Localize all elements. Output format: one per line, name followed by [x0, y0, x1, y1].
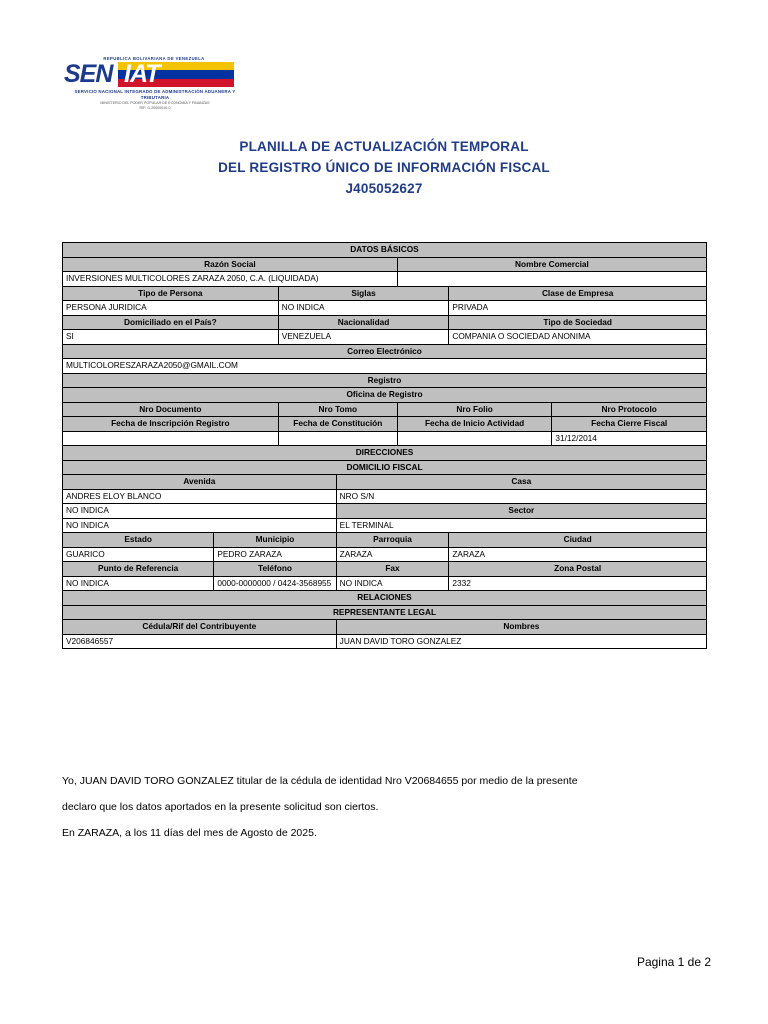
value-fecha-cierre-fiscal: 31/12/2014	[552, 431, 707, 446]
value-estado: GUARICO	[63, 547, 214, 562]
value-tipo-persona: PERSONA JURIDICA	[63, 301, 279, 316]
value-punto-referencia: NO INDICA	[63, 576, 214, 591]
header-zona-postal: Zona Postal	[449, 562, 707, 577]
value-sector: EL TERMINAL	[336, 518, 706, 533]
value-parroquia: ZARAZA	[336, 547, 449, 562]
header-nro-protocolo: Nro Protocolo	[552, 402, 707, 417]
header-avenida: Avenida	[63, 475, 337, 490]
logo-ministry: MINISTERIO DEL PODER POPULAR DE ECONOMÍA Y FINANZAS	[100, 101, 210, 105]
logo-wordmark	[62, 61, 248, 89]
header-domiciliado: Domiciliado en el País?	[63, 315, 279, 330]
value-nombre-comercial	[397, 272, 706, 287]
header-ciudad: Ciudad	[449, 533, 707, 548]
header-siglas: Siglas	[278, 286, 449, 301]
title-line-2: DEL REGISTRO ÚNICO DE INFORMACIÓN FISCAL	[218, 160, 550, 175]
value-municipio: PEDRO ZARAZA	[214, 547, 336, 562]
header-sector: Sector	[336, 504, 706, 519]
page-title	[0, 136, 768, 199]
header-nacionalidad: Nacionalidad	[278, 315, 449, 330]
header-tipo-sociedad: Tipo de Sociedad	[449, 315, 707, 330]
value-cedula-rif: V206846557	[63, 634, 337, 649]
subsection-representante-legal: REPRESENTANTE LEGAL	[63, 605, 707, 620]
value-telefono: 0000-0000000 / 0424-3568955	[214, 576, 336, 591]
header-fecha-inicio-actividad: Fecha de Inicio Actividad	[397, 417, 552, 432]
header-municipio: Municipio	[214, 533, 336, 548]
value-nombres: JUAN DAVID TORO GONZALEZ	[336, 634, 706, 649]
subsection-domicilio-fiscal: DOMICILIO FISCAL	[63, 460, 707, 475]
title-rif: J405052627	[345, 181, 423, 196]
header-correo: Correo Electrónico	[63, 344, 707, 359]
section-relaciones: RELACIONES	[63, 591, 707, 606]
subsection-oficina-registro: Oficina de Registro	[63, 388, 707, 403]
logo-iat-text: IAT	[124, 60, 160, 88]
declaration-line-3: En ZARAZA, a los 11 días del mes de Agosto de 2025.	[62, 827, 317, 839]
header-estado: Estado	[63, 533, 214, 548]
declaration-line-2: declaro que los datos aportados en la presente solicitud son ciertos.	[62, 801, 379, 813]
header-razon-social: Razón Social	[63, 257, 398, 272]
logo-top-text: REPUBLICA BOLIVARIANA DE VENEZUELA	[103, 56, 205, 61]
value-avenida-extra: NO INDICA	[63, 504, 337, 519]
header-nombre-comercial: Nombre Comercial	[397, 257, 706, 272]
header-clase-empresa: Clase de Empresa	[449, 286, 707, 301]
header-telefono: Teléfono	[214, 562, 336, 577]
value-fecha-inicio-actividad	[397, 431, 552, 446]
page-footer: Pagina 1 de 2	[636, 955, 711, 969]
logo-rif: RIF: G-20000010-0	[139, 106, 171, 110]
header-nro-documento: Nro Documento	[63, 402, 279, 417]
header-cedula-rif: Cédula/Rif del Contribuyente	[63, 620, 337, 635]
header-nro-folio: Nro Folio	[397, 402, 552, 417]
declaration-line-1: Yo, JUAN DAVID TORO GONZALEZ titular de la cédula de identidad Nro V20684655 por medio de la presente	[62, 775, 578, 787]
section-direcciones: DIRECCIONES	[63, 446, 707, 461]
header-casa: Casa	[336, 475, 706, 490]
value-nacionalidad: VENEZUELA	[278, 330, 449, 345]
header-punto-referencia: Punto de Referencia	[63, 562, 214, 577]
value-tipo-sociedad: COMPANIA O SOCIEDAD ANONIMA	[449, 330, 707, 345]
value-avenida: ANDRES ELOY BLANCO	[63, 489, 337, 504]
header-fax: Fax	[336, 562, 449, 577]
value-direccion-extra: NO INDICA	[63, 518, 337, 533]
value-domiciliado: SI	[63, 330, 279, 345]
header-nombres: Nombres	[336, 620, 706, 635]
header-tipo-persona: Tipo de Persona	[63, 286, 279, 301]
logo-subtitle: SERVICIO NACIONAL INTEGRADO DE ADMINISTRACIÓN ADUANERA Y TRIBUTARIA	[74, 89, 236, 100]
section-datos-basicos: DATOS BÁSICOS	[63, 243, 707, 258]
seniat-logo	[62, 56, 248, 112]
value-casa: NRO S/N	[336, 489, 706, 504]
header-fecha-cierre-fiscal: Fecha Cierre Fiscal	[552, 417, 707, 432]
header-nro-tomo: Nro Tomo	[278, 402, 397, 417]
ruc-data-table	[62, 242, 707, 649]
subsection-registro: Registro	[63, 373, 707, 388]
declaration-text	[62, 768, 710, 846]
value-fax: NO INDICA	[336, 576, 449, 591]
value-clase-empresa: PRIVADA	[449, 301, 707, 316]
value-correo: MULTICOLORESZARAZA2050@GMAIL.COM	[63, 359, 707, 374]
header-parroquia: Parroquia	[336, 533, 449, 548]
value-zona-postal: 2332	[449, 576, 707, 591]
header-fecha-inscripcion: Fecha de Inscripción Registro	[63, 417, 279, 432]
header-fecha-constitucion: Fecha de Constitución	[278, 417, 397, 432]
value-fecha-constitucion	[278, 431, 397, 446]
value-razon-social: INVERSIONES MULTICOLORES ZARAZA 2050, C.A. (LIQUIDADA)	[63, 272, 398, 287]
value-siglas: NO INDICA	[278, 301, 449, 316]
title-line-1: PLANILLA DE ACTUALIZACIÓN TEMPORAL	[239, 139, 529, 154]
value-ciudad: ZARAZA	[449, 547, 707, 562]
logo-sen-text: SEN	[64, 60, 113, 88]
value-fecha-inscripcion	[63, 431, 279, 446]
